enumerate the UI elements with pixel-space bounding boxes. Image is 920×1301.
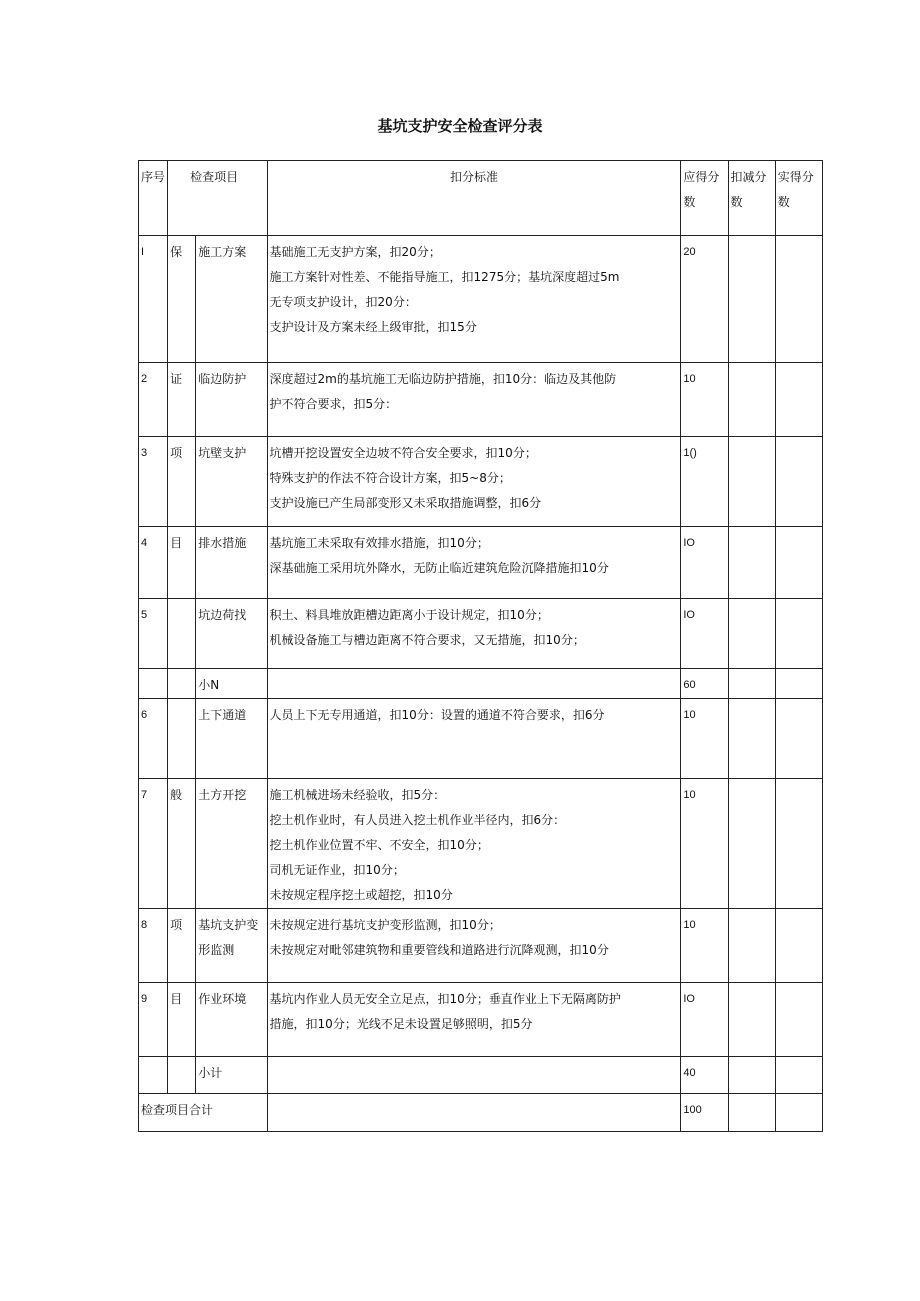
row-actual[interactable]	[775, 527, 822, 599]
criteria-line: 施工方案针对性差、不能指导施工，扣1275分；基坑深度超过5m	[269, 270, 620, 284]
criteria-line: 未按规定程序挖土或超挖，扣10分	[269, 888, 453, 902]
row-item: 土方开挖	[196, 779, 267, 909]
total-criteria-cell	[267, 1094, 681, 1132]
criteria-line: 无专项支护设计，扣20分：	[269, 295, 417, 309]
row-points: IO	[681, 527, 728, 599]
row-criteria	[267, 1057, 681, 1094]
row-category	[168, 1057, 196, 1094]
row-points: 10	[681, 779, 728, 909]
row-deducted[interactable]	[728, 983, 775, 1057]
table-row	[139, 599, 823, 669]
criteria-line: 基坑施工未采取有效排水措施，扣10分；	[269, 536, 489, 550]
header-seq: 序号	[139, 161, 168, 236]
criteria-line: 施工机械进场未经验收，扣5分：	[269, 788, 446, 802]
row-seq: 7	[139, 779, 168, 909]
row-actual[interactable]	[775, 779, 822, 909]
row-seq: 8	[139, 909, 168, 983]
row-deducted[interactable]	[728, 699, 775, 779]
row-category	[168, 599, 196, 669]
row-criteria	[267, 909, 681, 983]
criteria-line: 措施，扣10分；光线不足未设置足够照明，扣5分	[269, 1017, 533, 1031]
row-seq: I	[139, 236, 168, 363]
row-criteria	[267, 779, 681, 909]
row-item: 坑边荷找	[196, 599, 267, 669]
row-deducted[interactable]	[728, 1057, 775, 1094]
header-criteria: 扣分标准	[267, 161, 681, 236]
criteria-line: 护不符合要求，扣5分：	[269, 397, 398, 411]
total-label: 检查项目合计	[139, 1094, 268, 1132]
table-row	[139, 363, 823, 437]
row-points: 10	[681, 363, 728, 437]
table-row	[139, 779, 823, 909]
criteria-line: 特殊支护的作法不符合设计方案，扣5~8分；	[269, 471, 511, 485]
row-actual[interactable]	[775, 236, 822, 363]
criteria-line: 深基础施工采用坑外降水，无防止临近建筑危险沉降措施扣10分	[269, 561, 609, 575]
table-row	[139, 437, 823, 527]
table-row	[139, 699, 823, 779]
row-deducted[interactable]	[728, 599, 775, 669]
row-criteria	[267, 699, 681, 779]
row-points: 20	[681, 236, 728, 363]
row-actual[interactable]	[775, 699, 822, 779]
row-category: 目	[168, 983, 196, 1057]
header-deducted: 扣减分数	[728, 161, 775, 236]
row-actual[interactable]	[775, 669, 822, 699]
row-deducted[interactable]	[728, 437, 775, 527]
criteria-line: 支护设施已产生局部变形又未采取措施调整，扣6分	[269, 496, 542, 510]
row-criteria	[267, 437, 681, 527]
row-item: 上下通道	[196, 699, 267, 779]
row-deducted[interactable]	[728, 527, 775, 599]
page-title: 基坑支护安全检查评分表	[377, 117, 543, 135]
criteria-line: 支护设计及方案未经上级审批，扣15分	[269, 320, 477, 334]
row-category: 证	[168, 363, 196, 437]
row-criteria	[267, 983, 681, 1057]
row-item: 基坑支护变形监测	[196, 909, 267, 983]
row-seq: 6	[139, 699, 168, 779]
table-row	[139, 236, 823, 363]
criteria-line: 深度超过2m的基坑施工无临边防护措施，扣10分：临边及其他防	[269, 372, 617, 386]
row-category: 保	[168, 236, 196, 363]
total-points: 100	[681, 1094, 728, 1132]
row-item: 排水措施	[196, 527, 267, 599]
criteria-line: 基础施工无支护方案，扣20分；	[269, 245, 441, 259]
row-deducted[interactable]	[728, 236, 775, 363]
table-row	[139, 527, 823, 599]
table-row	[139, 909, 823, 983]
row-criteria	[267, 236, 681, 363]
row-criteria	[267, 669, 681, 699]
criteria-line: 积土、料具堆放距槽边距离小于设计规定，扣10分；	[269, 608, 549, 622]
row-item: 作业环境	[196, 983, 267, 1057]
total-row	[139, 1094, 823, 1132]
row-points: 10	[681, 699, 728, 779]
criteria-line: 机械设备施工与槽边距离不符合要求，又无措施，扣10分；	[269, 633, 585, 647]
total-actual-cell[interactable]	[775, 1094, 822, 1132]
row-points: 40	[681, 1057, 728, 1094]
total-deducted-cell[interactable]	[728, 1094, 775, 1132]
row-seq: 4	[139, 527, 168, 599]
row-category: 项	[168, 437, 196, 527]
table-row	[139, 1057, 823, 1094]
row-item: 坑壁支护	[196, 437, 267, 527]
row-item: 小计	[196, 1057, 267, 1094]
row-seq: 2	[139, 363, 168, 437]
table-row	[139, 983, 823, 1057]
header-row	[139, 161, 823, 236]
row-criteria	[267, 363, 681, 437]
row-criteria	[267, 599, 681, 669]
header-item: 检查项目	[168, 161, 267, 236]
header-points: 应得分数	[681, 161, 728, 236]
row-seq: 3	[139, 437, 168, 527]
row-item: 临边防护	[196, 363, 267, 437]
row-points: 60	[681, 669, 728, 699]
row-actual[interactable]	[775, 437, 822, 527]
criteria-line: 司机无证作业，扣10分；	[269, 863, 405, 877]
row-deducted[interactable]	[728, 363, 775, 437]
row-category: 目	[168, 527, 196, 599]
criteria-line: 坑槽开挖设置安全边坡不符合安全要求，扣10分；	[269, 446, 537, 460]
row-deducted[interactable]	[728, 669, 775, 699]
row-seq: 9	[139, 983, 168, 1057]
row-category	[168, 669, 196, 699]
row-points: IO	[681, 983, 728, 1057]
row-actual[interactable]	[775, 1057, 822, 1094]
row-category: 般	[168, 779, 196, 909]
row-deducted[interactable]	[728, 909, 775, 983]
row-criteria	[267, 527, 681, 599]
row-item: 小N	[196, 669, 267, 699]
criteria-line: 挖土机作业位置不牢、不安全，扣10分；	[269, 838, 489, 852]
row-actual[interactable]	[775, 599, 822, 669]
table-row	[139, 669, 823, 699]
table-body	[139, 236, 823, 1094]
row-seq: 5	[139, 599, 168, 669]
criteria-line: 未按规定对毗邻建筑物和重要管线和道路进行沉降观测，扣10分	[269, 943, 609, 957]
row-item: 施工方案	[196, 236, 267, 363]
row-actual[interactable]	[775, 983, 822, 1057]
criteria-line: 挖土机作业时，有人员进入挖土机作业半径内，扣6分：	[269, 813, 566, 827]
criteria-line: 基坑内作业人员无安全立足点，扣10分；垂直作业上下无隔离防护	[269, 992, 621, 1006]
row-points: IO	[681, 599, 728, 669]
row-seq	[139, 669, 168, 699]
inspection-table	[138, 160, 823, 1132]
criteria-line: 未按规定进行基坑支护变形监测，扣10分；	[269, 918, 501, 932]
header-actual: 实得分数	[775, 161, 822, 236]
row-points: 10	[681, 909, 728, 983]
criteria-line: 人员上下无专用通道，扣10分：设置的通道不符合要求，扣6分	[269, 708, 605, 722]
row-actual[interactable]	[775, 363, 822, 437]
row-actual[interactable]	[775, 909, 822, 983]
row-category	[168, 699, 196, 779]
row-deducted[interactable]	[728, 779, 775, 909]
row-category: 项	[168, 909, 196, 983]
row-seq	[139, 1057, 168, 1094]
row-points: 1()	[681, 437, 728, 527]
